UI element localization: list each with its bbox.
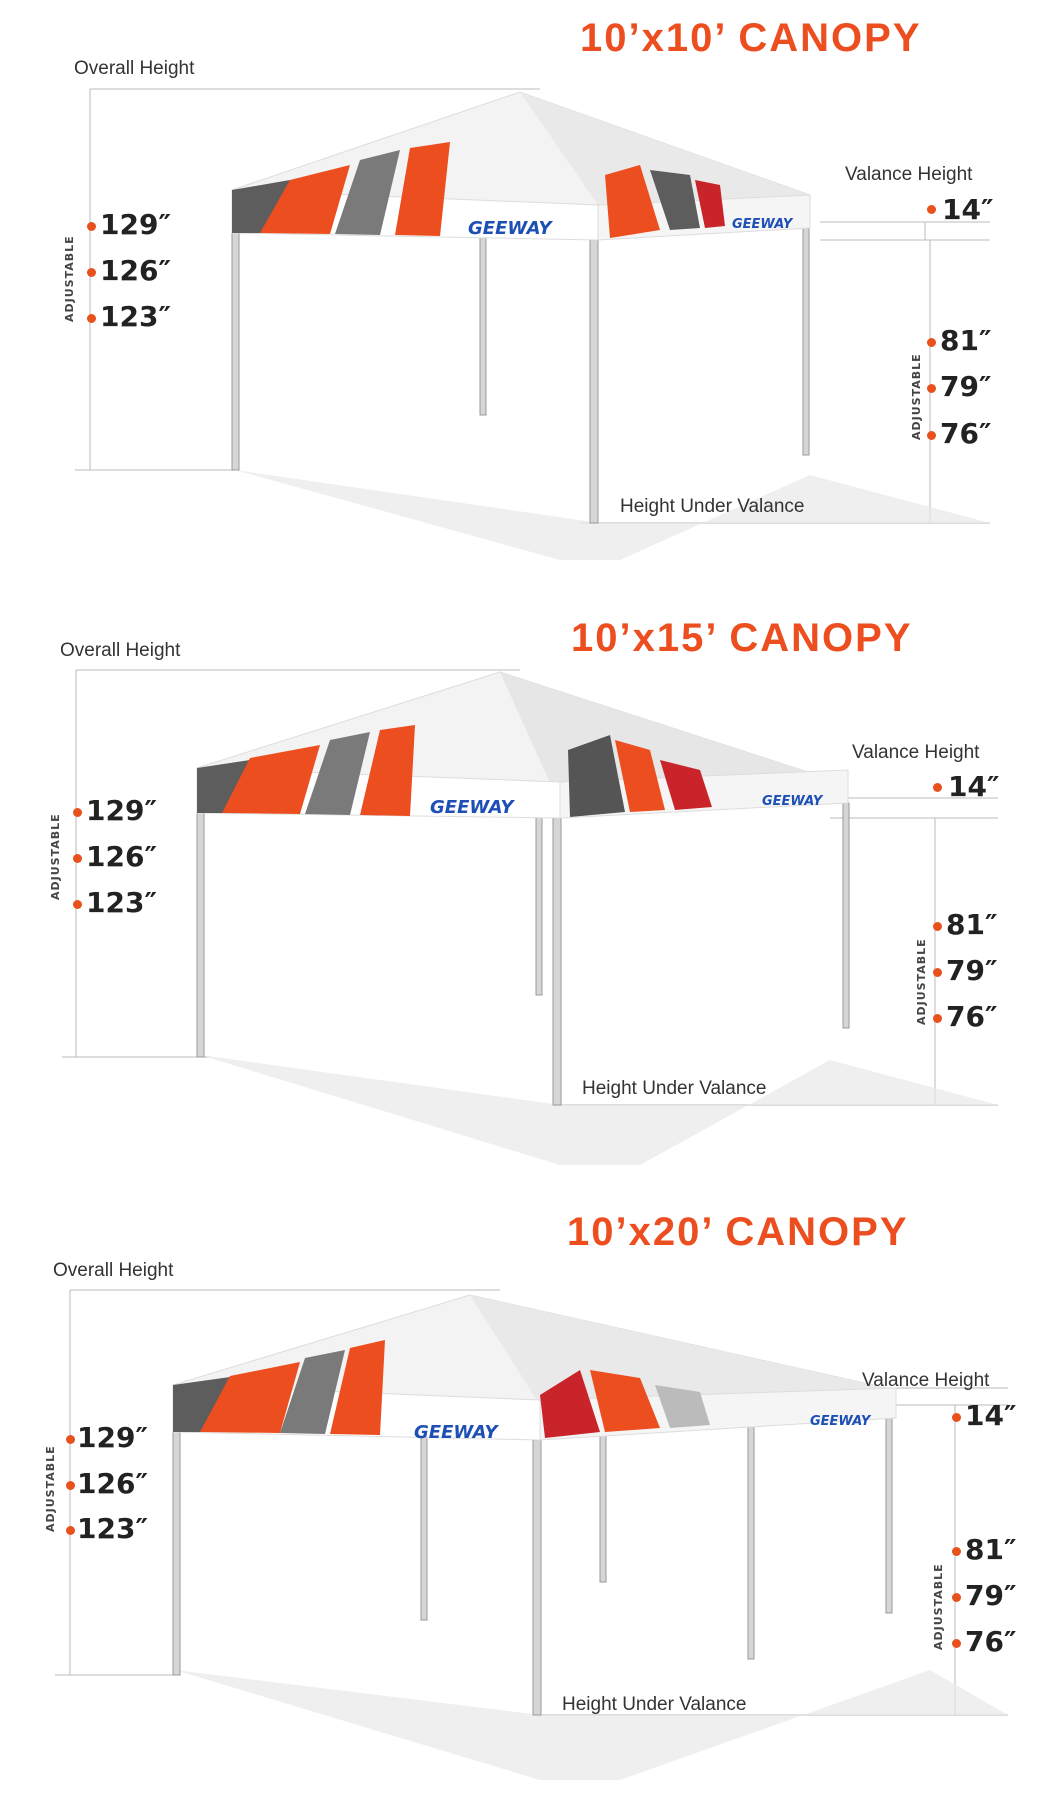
under-valance-marker-1 bbox=[933, 922, 942, 931]
under-valance-marker-3 bbox=[933, 1014, 942, 1023]
overall-height-label: Overall Height bbox=[74, 58, 195, 79]
adjustable-label-under-valance: ADJUSTABLE bbox=[932, 1563, 945, 1650]
canopy-title: 10’x10’ CANOPY bbox=[580, 16, 922, 60]
adjustable-label-under-valance: ADJUSTABLE bbox=[915, 938, 928, 1025]
svg-text:GEEWAY: GEEWAY bbox=[810, 1414, 871, 1429]
valance-height-value: 14″ bbox=[948, 770, 1000, 803]
under-valance-value-3: 76″ bbox=[946, 1000, 998, 1033]
svg-text:GEEWAY: GEEWAY bbox=[430, 797, 514, 818]
valance-height-marker bbox=[952, 1413, 961, 1422]
valance-height-value: 14″ bbox=[965, 1399, 1017, 1432]
overall-height-value-2: 126″ bbox=[86, 840, 157, 873]
canopy-panel-10x20 bbox=[0, 1200, 1060, 1800]
adjustable-label-overall: ADJUSTABLE bbox=[44, 1445, 57, 1532]
overall-height-value-1: 129″ bbox=[100, 208, 171, 241]
overall-height-marker-2 bbox=[66, 1481, 75, 1490]
canopy-panel-10x15 bbox=[0, 600, 1060, 1200]
under-valance-value-1: 81″ bbox=[946, 908, 998, 941]
overall-height-value-1: 129″ bbox=[77, 1421, 148, 1454]
valance-height-label: Valance Height bbox=[845, 164, 973, 185]
canopy-illustration bbox=[0, 600, 1060, 1200]
adjustable-label-under-valance: ADJUSTABLE bbox=[910, 353, 923, 440]
svg-text:GEEWAY: GEEWAY bbox=[732, 217, 793, 232]
canopy-title: 10’x15’ CANOPY bbox=[571, 616, 913, 660]
under-valance-value-2: 79″ bbox=[965, 1579, 1017, 1612]
overall-height-value-2: 126″ bbox=[77, 1467, 148, 1500]
under-valance-marker-2 bbox=[927, 384, 936, 393]
adjustable-label-overall: ADJUSTABLE bbox=[63, 235, 76, 322]
overall-height-marker-1 bbox=[87, 222, 96, 231]
under-valance-value-2: 79″ bbox=[946, 954, 998, 987]
under-valance-marker-2 bbox=[952, 1593, 961, 1602]
valance-height-value: 14″ bbox=[942, 193, 994, 226]
under-valance-marker-1 bbox=[952, 1547, 961, 1556]
overall-height-value-3: 123″ bbox=[100, 300, 171, 333]
valance-height-label: Valance Height bbox=[852, 742, 980, 763]
height-under-valance-label: Height Under Valance bbox=[582, 1078, 767, 1099]
canopy-title: 10’x20’ CANOPY bbox=[567, 1210, 909, 1254]
overall-height-marker-2 bbox=[73, 854, 82, 863]
svg-text:GEEWAY: GEEWAY bbox=[468, 218, 552, 239]
under-valance-value-1: 81″ bbox=[940, 324, 992, 357]
svg-text:GEEWAY: GEEWAY bbox=[414, 1422, 498, 1443]
under-valance-value-3: 76″ bbox=[940, 417, 992, 450]
overall-height-marker-1 bbox=[66, 1435, 75, 1444]
under-valance-value-3: 76″ bbox=[965, 1625, 1017, 1658]
under-valance-value-1: 81″ bbox=[965, 1533, 1017, 1566]
under-valance-value-2: 79″ bbox=[940, 370, 992, 403]
under-valance-marker-2 bbox=[933, 968, 942, 977]
overall-height-marker-1 bbox=[73, 808, 82, 817]
canopy-illustration bbox=[0, 1200, 1060, 1815]
overall-height-marker-3 bbox=[73, 900, 82, 909]
height-under-valance-label: Height Under Valance bbox=[620, 496, 805, 517]
canopy-panel-10x10 bbox=[0, 0, 1060, 600]
height-under-valance-label: Height Under Valance bbox=[562, 1694, 747, 1715]
valance-height-marker bbox=[933, 783, 942, 792]
valance-height-marker bbox=[927, 205, 936, 214]
overall-height-marker-2 bbox=[87, 268, 96, 277]
overall-height-value-3: 123″ bbox=[86, 886, 157, 919]
overall-height-value-3: 123″ bbox=[77, 1512, 148, 1545]
overall-height-label: Overall Height bbox=[60, 640, 181, 661]
under-valance-marker-1 bbox=[927, 338, 936, 347]
overall-height-marker-3 bbox=[66, 1526, 75, 1535]
svg-text:GEEWAY: GEEWAY bbox=[762, 794, 823, 809]
under-valance-marker-3 bbox=[927, 431, 936, 440]
overall-height-label: Overall Height bbox=[53, 1260, 174, 1281]
overall-height-value-1: 129″ bbox=[86, 794, 157, 827]
overall-height-value-2: 126″ bbox=[100, 254, 171, 287]
adjustable-label-overall: ADJUSTABLE bbox=[49, 813, 62, 900]
valance-height-label: Valance Height bbox=[862, 1370, 990, 1391]
overall-height-marker-3 bbox=[87, 314, 96, 323]
under-valance-marker-3 bbox=[952, 1639, 961, 1648]
